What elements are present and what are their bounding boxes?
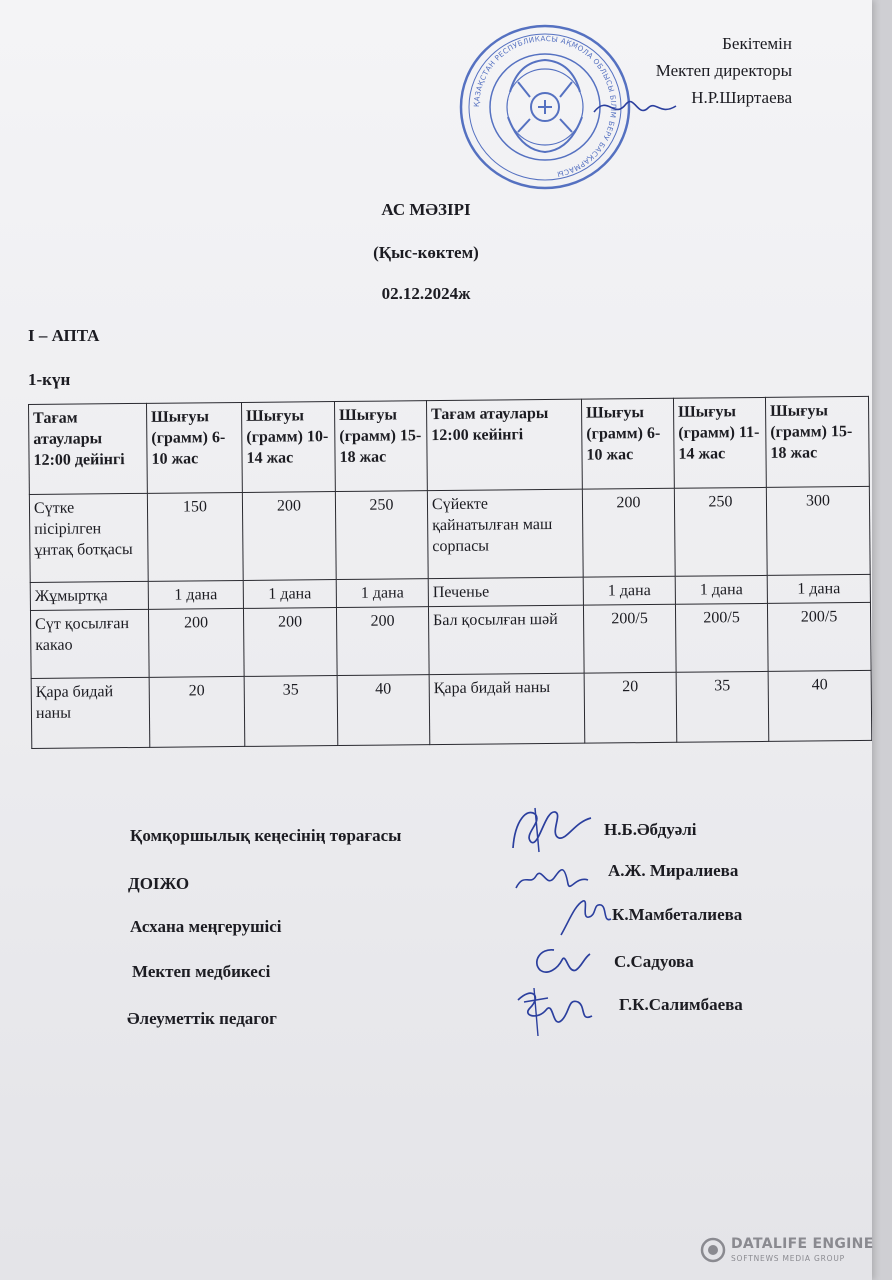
signatory-name: С.Садуова: [614, 952, 694, 971]
table-cell: 250: [335, 491, 428, 580]
table-row: [31, 670, 872, 748]
table-cell: Бал қосылған шәй: [428, 605, 584, 674]
header-cell: Шығуы (грамм) 15-18 жас: [765, 396, 869, 487]
table-row: [29, 486, 870, 582]
week-label: І – АПТА: [28, 326, 100, 345]
approval-position: Мектеп директоры: [655, 61, 792, 80]
table-cell: Сүтке пісірілген ұнтақ ботқасы: [29, 493, 148, 582]
table-cell: 200: [243, 608, 337, 677]
table-cell: 40: [768, 670, 872, 741]
signatory-role: Әлеуметтік педагог: [127, 1009, 277, 1028]
document-season: (Қыс-көктем): [373, 243, 479, 262]
signatory-role: Қомқоршылық кеңесінің төрағасы: [130, 826, 402, 845]
table-cell: 300: [766, 486, 870, 575]
table-cell: 250: [674, 487, 767, 576]
table-cell: Қара бидай наны: [31, 677, 150, 748]
table-cell: 200/5: [583, 604, 676, 673]
header-cell: Тағам атаулары 12:00 дейінгі: [29, 403, 148, 494]
table-cell: 20: [149, 676, 245, 747]
table-cell: 40: [337, 675, 430, 746]
datalife-logo-icon: [700, 1237, 726, 1263]
document-title: АС МӘЗІРІ: [381, 200, 471, 219]
director-signature: [590, 90, 680, 130]
signatory-name: А.Ж. Миралиева: [608, 861, 739, 880]
signatory-role: ДОІЖО: [128, 874, 190, 893]
header-cell: Шығуы (грамм) 15-18 жас: [334, 401, 427, 492]
approval-name: Н.Р.Ширтаева: [691, 88, 792, 107]
table-cell: Печенье: [428, 577, 583, 606]
table-cell: Сүйекте қайнатылған маш сорпасы: [427, 489, 583, 578]
signature-3: [555, 895, 615, 939]
approval-heading: Бекітемін: [722, 34, 792, 53]
table-cell: 150: [147, 492, 243, 581]
table-cell: 1 дана: [148, 580, 243, 609]
table-cell: 1 дана: [583, 576, 675, 605]
signatory-name: Н.Б.Әбдуәлі: [604, 820, 697, 839]
table-cell: 200/5: [675, 603, 768, 672]
table-cell: 1 дана: [675, 575, 767, 604]
table-cell: 200: [582, 488, 675, 577]
table-cell: 1 дана: [243, 580, 336, 609]
table-cell: 35: [676, 671, 769, 742]
table-cell: Қара бидай наны: [429, 673, 585, 744]
watermark-main: DATALIFE ENGINE: [731, 1236, 874, 1252]
watermark: [700, 1233, 874, 1269]
header-cell: Шығуы (грамм) 11-14 жас: [673, 397, 766, 488]
watermark-sub: SOFTNEWS MEDIA GROUP: [731, 1254, 845, 1263]
signature-5: [508, 980, 600, 1040]
header-cell: Шығуы (грамм) 10-14 жас: [241, 402, 335, 493]
signatory-name: К.Мамбеталиева: [612, 905, 743, 924]
signature-4: [528, 940, 592, 982]
table-cell: Жұмыртқа: [30, 581, 148, 610]
header-cell: Шығуы (грамм) 6-10 жас: [146, 402, 242, 493]
table-cell: Сүт қосылған какао: [30, 609, 149, 678]
table-cell: 1 дана: [767, 574, 870, 603]
table-cell: 200: [148, 608, 244, 677]
header-cell: Шығуы (грамм) 6-10 жас: [581, 398, 674, 489]
menu-table: [28, 396, 872, 749]
header-cell: Тағам атаулары 12:00 кейінгі: [426, 399, 582, 490]
signature-1: [505, 800, 595, 858]
signatory-name: Г.К.Салимбаева: [619, 995, 743, 1014]
day-label: 1-күн: [28, 370, 71, 389]
document-date: 02.12.2024ж: [381, 284, 471, 303]
signature-2: [512, 858, 592, 898]
table-cell: 200/5: [767, 602, 871, 671]
table-cell: 200: [336, 607, 429, 676]
table-cell: 20: [584, 672, 677, 743]
table-cell: 200: [242, 492, 336, 581]
table-cell: 1 дана: [336, 579, 428, 608]
table-header-row: [29, 396, 870, 494]
table-cell: 35: [244, 676, 338, 747]
svg-text:ҚАЗАҚСТАН РЕСПУБЛИКАСЫ АҚМОЛА: ҚАЗАҚСТАН РЕСПУБЛИКАСЫ АҚМОЛА ОБЛЫСЫ БІЛІМ БЕРУ БАСҚАРМАСЫ: [471, 33, 619, 179]
signatory-role: Асхана меңгерушісі: [130, 917, 282, 936]
signatory-role: Мектеп медбикесі: [132, 962, 271, 981]
table-row: [30, 602, 871, 678]
